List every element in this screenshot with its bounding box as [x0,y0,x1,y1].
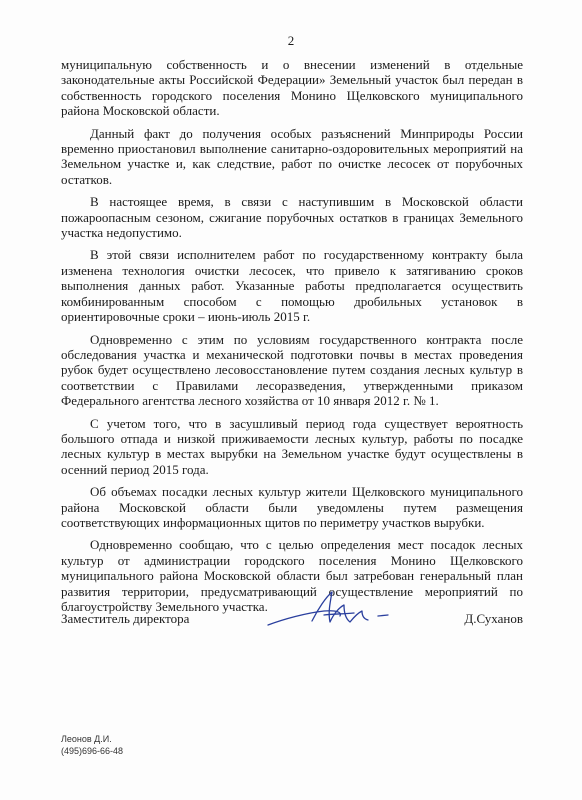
paragraph: Одновременно сообщаю, что с целью определения мест посадок лесных культур от администрации городского поселения Монино Щелковского муниципального района Московской области был затребован генеральный план развития территории, предусматривающий осуществление мероприятий по благоустройству Земельного участка. [61,537,523,614]
paragraph: В настоящее время, в связи с наступившим в Московской области пожароопасным сезоном, сжигание порубочных остатков в границах Земельного участка недопустимо. [61,194,523,241]
paragraph: Данный факт до получения особых разъяснений Минприроды России временно приостановил выполнение санитарно-оздоровительных мероприятий на Земельном участке и, как следствие, работ по очистке лесосек от порубочных остатков. [61,125,523,187]
executor-name: Леонов Д.И. [61,734,112,744]
page-number: 2 [287,33,295,48]
executor-contacts [61,733,123,757]
executor-phone: (495)696-66-48 [61,746,124,756]
paragraph: В этой связи исполнителем работ по государственному контракту была изменена технология очистки лесосек, что привело к затягиванию сроков выполнения данных работ. Указанные работы предполагается осуществить комбинированным способом с помощью дробильных установок в ориентировочные сроки – июнь-июль 2015 г. [61,247,523,325]
paragraph: муниципальную собственность и о внесении изменений в отдельные законодательные акты Российской Федерации» Земельный участок был передан в собственность городского поселения Монино Щелковского муниципального района Московской области. [61,57,523,119]
paragraph: Об объемах посадки лесных культур жители Щелковского муниципального района Московской области были уведомлены путем размещения соответствующих информационных щитов по периметру участков вырубки. [61,484,523,530]
paragraph: С учетом того, что в засушливый период года существует вероятность большого отпада и низкой приживаемости лесных культур, работы по посадке лесных культур в местах вырубки на Земельном участке будут осуществлены в осенний период 2015 года. [61,415,523,477]
letter-body [61,57,523,621]
signer-name: Д.Суханов [464,611,523,626]
handwritten-signature [266,589,406,635]
signer-title: Заместитель директора [61,611,190,626]
signature-block [61,611,523,651]
paragraph: Одновременно с этим по условиям государственного контракта после обследования участка и механической подготовки почвы в местах проведения рубок будет осуществлено лесовосстановление путем создания лесных культур в соответствии с Правилами лесоразведения, утвержденными приказом Федерального агентства лесного хозяйства от 10 января 2012 г. № 1. [61,331,523,409]
